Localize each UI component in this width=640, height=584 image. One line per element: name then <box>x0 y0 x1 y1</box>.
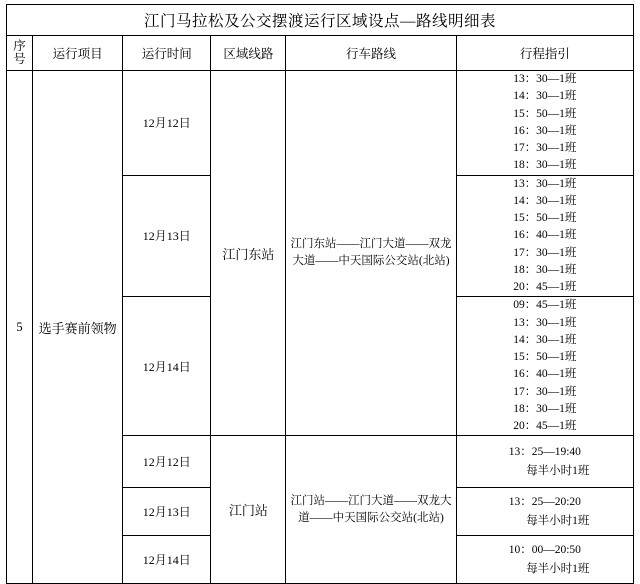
guide-line: 15：50—1班 <box>513 212 577 224</box>
guide-line: 17：30—1班 <box>513 385 577 398</box>
header-no-line2: 号 <box>13 52 26 66</box>
guide-line: 13：30—1班 <box>513 177 577 190</box>
guide-line: 16：40—1班 <box>513 229 577 242</box>
guide-line: 16：30—1班 <box>513 124 577 137</box>
guide-list <box>456 175 633 297</box>
page-title: 江门马拉松及公交摆渡运行区域设点—路线明细表 <box>7 5 634 36</box>
route-description: 江门站——江门大道——双龙大道——中天国际公交站(北站) <box>286 436 456 584</box>
header-route: 行车路线 <box>286 36 456 71</box>
guide-line: 13：25—20:20 <box>508 495 581 508</box>
header-no-line1: 序 <box>13 38 26 53</box>
guide-line: 20：45—1班 <box>513 281 577 293</box>
row-number: 5 <box>7 71 33 584</box>
guide-line: 15：50—1班 <box>513 351 577 363</box>
schedule-table <box>6 4 634 584</box>
header-guide: 行程指引 <box>456 36 633 71</box>
guide-line: 18：30—1班 <box>513 263 577 276</box>
run-date: 12月14日 <box>123 536 211 584</box>
guide-line: 18：30—1班 <box>513 402 577 415</box>
area-line: 江门东站 <box>211 71 286 436</box>
guide-frequency: 每半小时1班 <box>526 562 590 575</box>
run-date: 12月13日 <box>123 488 211 536</box>
guide-line: 13：25—19:40 <box>508 445 581 458</box>
run-date: 12月12日 <box>123 436 211 488</box>
guide-line: 16：40—1班 <box>513 368 577 381</box>
run-item: 选手赛前领物 <box>33 71 123 584</box>
area-line: 江门站 <box>211 436 286 584</box>
document-sheet <box>0 4 640 575</box>
run-date: 12月14日 <box>123 297 211 436</box>
guide-line: 17：30—1班 <box>513 142 577 154</box>
header-area: 区域线路 <box>211 36 286 71</box>
run-date: 12月13日 <box>123 175 211 297</box>
guide-list <box>456 488 633 536</box>
guide-list <box>456 536 633 584</box>
guide-line: 17：30—1班 <box>513 246 577 259</box>
header-no <box>7 36 33 71</box>
guide-line: 18：30—1班 <box>513 159 577 172</box>
guide-line: 20：45—1班 <box>513 420 577 432</box>
header-time: 运行时间 <box>123 36 211 71</box>
guide-line: 14：30—1班 <box>513 194 577 207</box>
guide-list <box>456 297 633 436</box>
guide-line: 14：30—1班 <box>513 90 577 103</box>
guide-list <box>456 436 633 488</box>
guide-line: 14：30—1班 <box>513 333 577 346</box>
header-item: 运行项目 <box>33 36 123 71</box>
guide-line: 09：45—1班 <box>513 299 577 312</box>
guide-line: 13：30—1班 <box>513 316 577 329</box>
guide-line: 13：30—1班 <box>513 73 577 85</box>
table-title-row <box>7 5 634 36</box>
table-row <box>7 71 634 176</box>
guide-line: 10：00—20:50 <box>508 543 581 556</box>
table-header-row <box>7 36 634 71</box>
run-date: 12月12日 <box>123 71 211 176</box>
guide-line: 15：50—1班 <box>513 107 577 120</box>
guide-list <box>456 71 633 176</box>
guide-frequency: 每半小时1班 <box>526 514 590 527</box>
guide-frequency: 每半小时1班 <box>526 464 590 477</box>
route-description: 江门东站——江门大道——双龙大道——中天国际公交站(北站) <box>286 71 456 436</box>
